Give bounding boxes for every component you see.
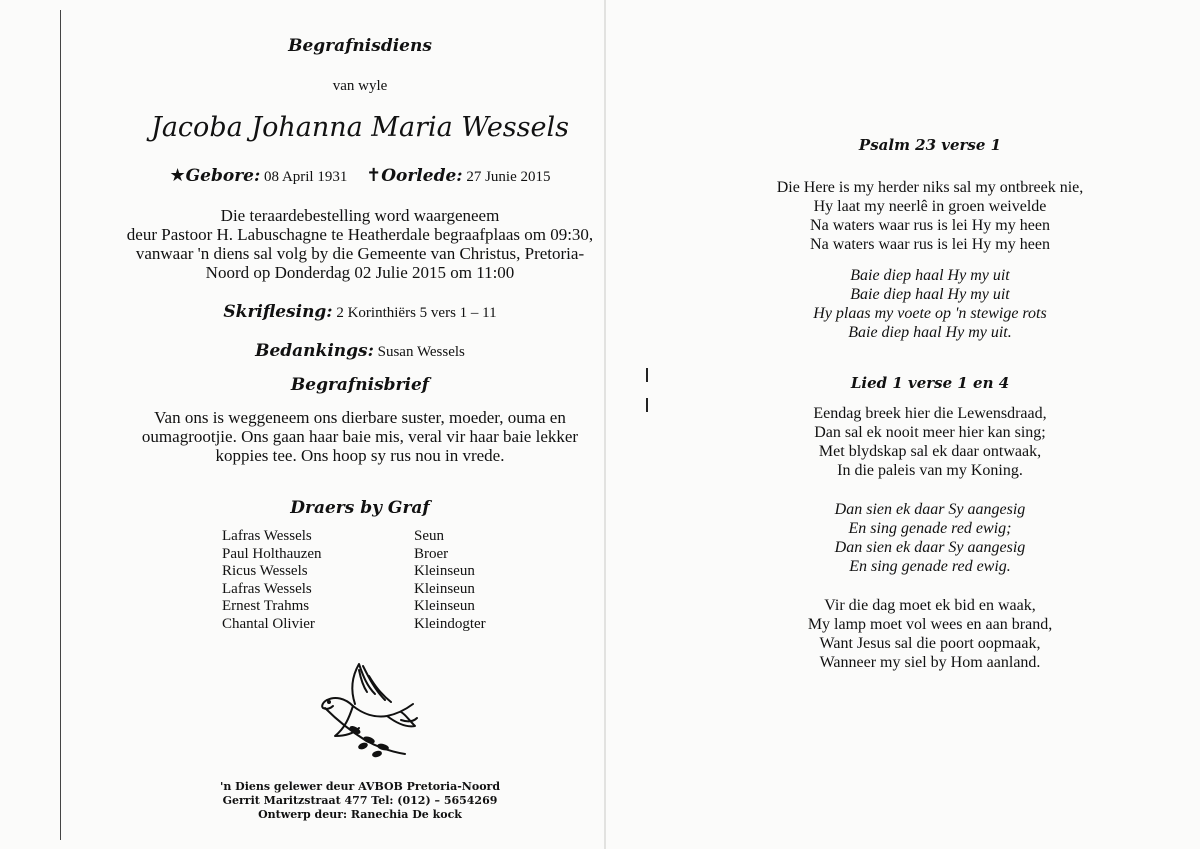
- cross-icon: ✝: [366, 165, 382, 185]
- born-label: Gebore:: [185, 166, 261, 186]
- bearer-row: [222, 581, 522, 599]
- thanks-label: Bedankings:: [255, 341, 374, 361]
- letter-line: oumagrootjie. Ons gaan haar baie mis, veral vir haar baie lekker: [141, 427, 579, 446]
- song-line: Eendag breek hier die Lewensdraad,: [813, 405, 1047, 422]
- footer-line: Gerrit Maritzstraat 477 Tel: (012) – 5654269: [222, 794, 498, 807]
- song-line: Wanneer my siel by Hom aanland.: [819, 654, 1041, 671]
- bearer-name: Ricus Wessels: [222, 563, 308, 579]
- chorus-line: Baie diep haal Hy my uit: [850, 286, 1010, 303]
- chorus-line: Baie diep haal Hy my uit.: [848, 324, 1012, 341]
- bearer-relation: Kleinseun: [414, 598, 475, 614]
- song-line: Want Jesus sal die poort oopmaak,: [819, 635, 1041, 652]
- bearer-relation: Broer: [414, 545, 449, 562]
- psalm-title: Psalm 23 verse 1: [858, 136, 1002, 154]
- bearers-list: [222, 528, 522, 633]
- bearer-row: [222, 598, 522, 616]
- psalm-line: Na waters waar rus is lei Hy my heen: [810, 217, 1050, 234]
- deceased-name: Jacoba Johanna Maria Wessels: [151, 112, 569, 143]
- left-page: [60, 0, 660, 849]
- song-chorus: [660, 500, 1200, 576]
- service-details: [60, 206, 660, 282]
- service-line: Die teraardebestelling word waargeneem: [220, 206, 500, 225]
- song-line: Dan sal ek nooit meer hier kan sing;: [814, 424, 1046, 441]
- thanks-value: Susan Wessels: [377, 344, 465, 360]
- died-date: 27 Junie 2015: [466, 169, 551, 185]
- bearer-relation: Seun: [414, 528, 444, 544]
- van-wyle-text: van wyle: [332, 78, 388, 94]
- letter-line: Van ons is weggeneem ons dierbare suster, moeder, ouma en: [154, 408, 566, 427]
- bearer-row: [222, 616, 522, 634]
- chorus-line: Baie diep haal Hy my uit: [850, 267, 1010, 284]
- letter-line: koppies tee. Ons hoop sy rus nou in vrede.: [215, 446, 505, 465]
- service-line: deur Pastoor H. Labuschagne te Heatherdale begraafplaas om 09:30,: [126, 225, 594, 244]
- dates-line: [60, 165, 660, 186]
- bearer-name: Chantal Olivier: [222, 615, 315, 632]
- bearer-relation: Kleindogter: [414, 615, 486, 632]
- footer: [60, 780, 660, 822]
- song-chorus-line: En sing genade red ewig;: [848, 520, 1012, 537]
- psalm-line: Hy laat my neerlê in groen weivelde: [813, 198, 1047, 215]
- reading-value: 2 Korinthiërs 5 vers 1 – 11: [336, 305, 497, 321]
- bearer-name: Ernest Trahms: [222, 598, 310, 614]
- service-title: Begrafnisdiens: [288, 36, 432, 56]
- scripture-reading: [60, 302, 660, 322]
- psalm-chorus: [660, 266, 1200, 342]
- service-line: vanwaar 'n diens sal volg by die Gemeente van Christus, Pretoria-: [135, 244, 585, 263]
- song-line: Vir die dag moet ek bid en waak,: [824, 597, 1036, 614]
- bearer-relation: Kleinseun: [414, 580, 475, 597]
- reading-label: Skriflesing:: [223, 302, 333, 322]
- song-title: Lied 1 verse 1 en 4: [850, 374, 1010, 392]
- acknowledgements: [60, 341, 660, 361]
- born-date: 08 April 1931: [264, 169, 348, 185]
- star-icon: ★: [169, 165, 186, 185]
- funeral-letter: [60, 408, 660, 465]
- bearer-name: Paul Holthauzen: [222, 545, 322, 562]
- song-line: In die paleis van my Koning.: [837, 462, 1023, 479]
- died-label: Oorlede:: [381, 166, 463, 186]
- bearer-row: [222, 563, 522, 581]
- psalm-line: Na waters waar rus is lei Hy my heen: [810, 236, 1050, 253]
- song-chorus-line: En sing genade red ewig.: [849, 558, 1011, 575]
- psalm-line: Die Here is my herder niks sal my ontbreek nie,: [776, 179, 1084, 196]
- bearer-name: Lafras Wessels: [222, 528, 312, 544]
- right-page: [660, 0, 1200, 849]
- service-line: Noord op Donderdag 02 Julie 2015 om 11:00: [205, 263, 515, 282]
- bearer-relation: Kleinseun: [414, 563, 475, 579]
- song-chorus-line: Dan sien ek daar Sy aangesig: [834, 539, 1026, 556]
- bearer-name: Lafras Wessels: [222, 580, 312, 597]
- song-line: Met blydskap sal ek daar ontwaak,: [818, 443, 1042, 460]
- bearer-row: [222, 528, 522, 546]
- dove-icon: [305, 656, 425, 761]
- psalm-verse: [660, 178, 1200, 254]
- footer-line: 'n Diens gelewer deur AVBOB Pretoria-Noord: [219, 780, 501, 793]
- song-verse-1: [660, 404, 1200, 480]
- song-verse-4: [660, 596, 1200, 672]
- song-line: My lamp moet vol wees en aan brand,: [807, 616, 1053, 633]
- bearer-row: [222, 546, 522, 564]
- bearers-title: Draers by Graf: [290, 498, 430, 518]
- song-chorus-line: Dan sien ek daar Sy aangesig: [834, 501, 1026, 518]
- chorus-line: Hy plaas my voete op 'n stewige rots: [813, 305, 1047, 322]
- footer-line: Ontwerp deur: Ranechia De kock: [258, 808, 462, 821]
- letter-title: Begrafnisbrief: [290, 375, 430, 395]
